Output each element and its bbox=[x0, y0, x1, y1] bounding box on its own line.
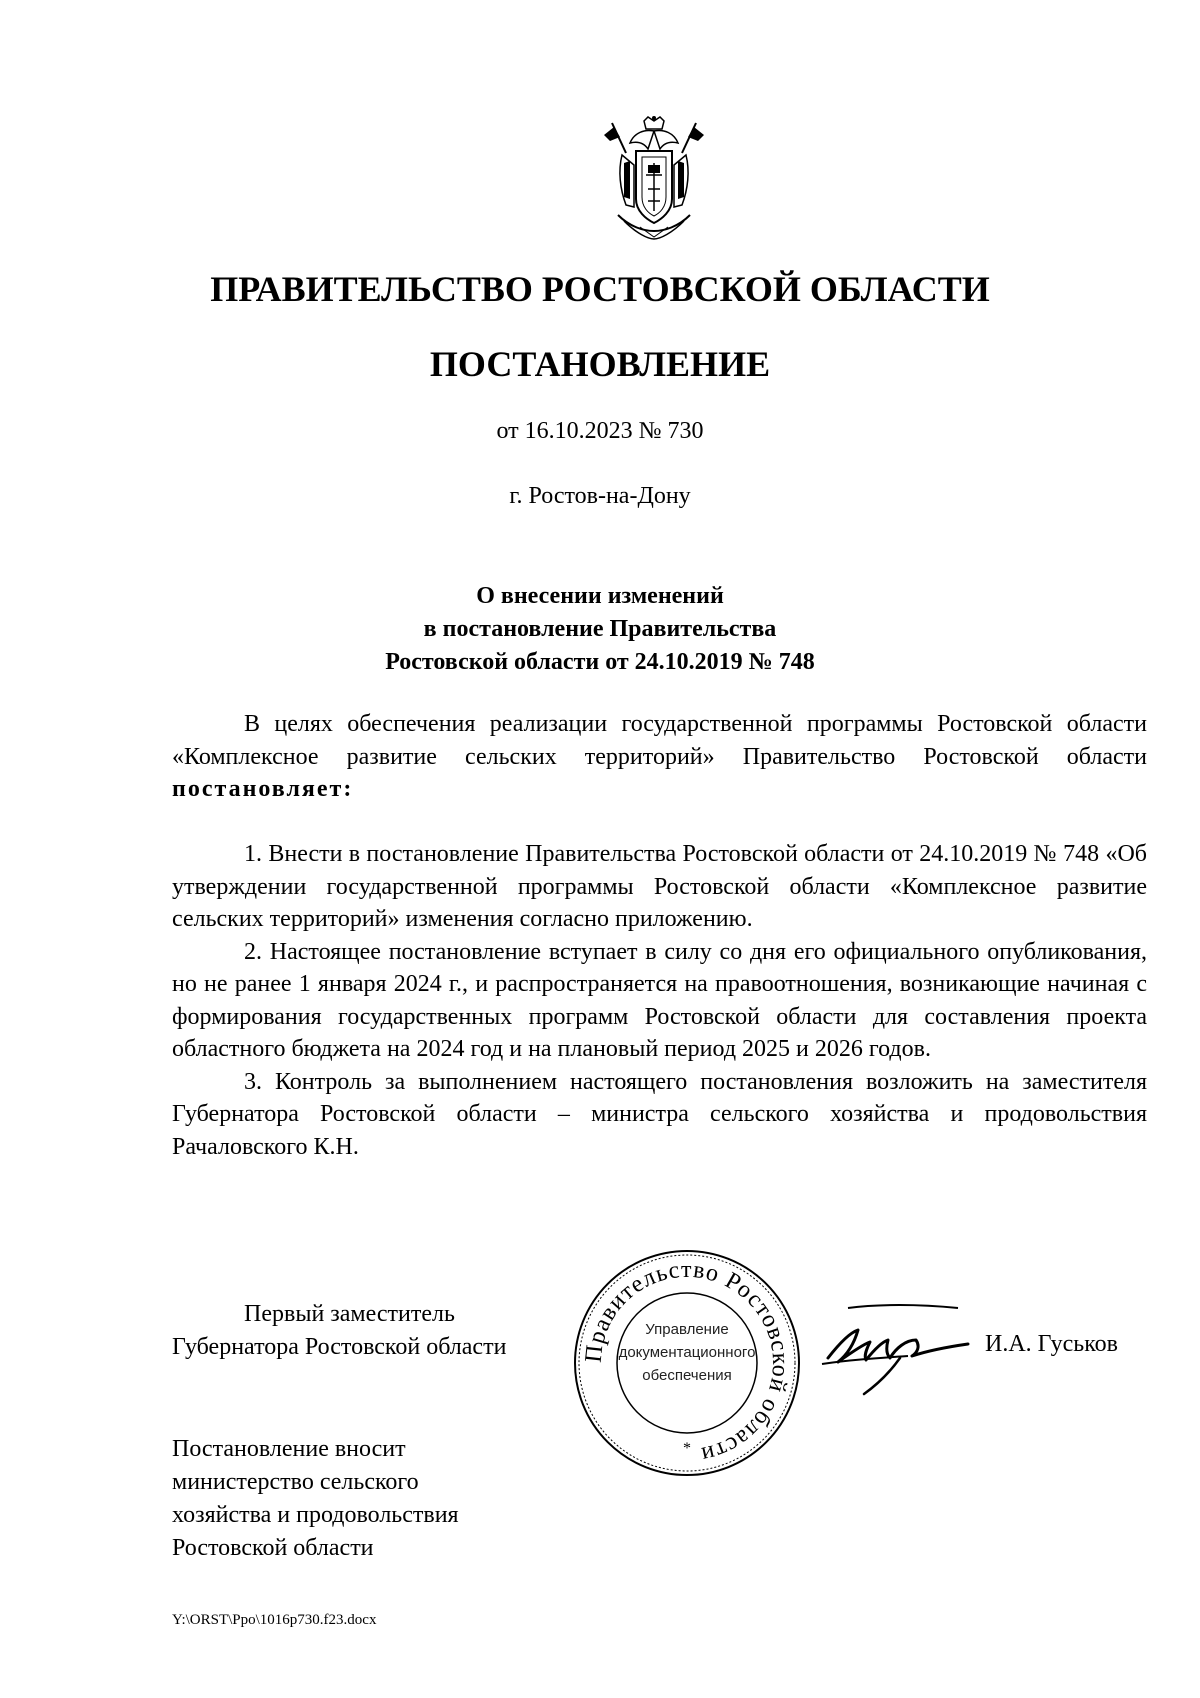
seal-center-line: обеспечения bbox=[642, 1367, 732, 1384]
submitter-line: хозяйства и продовольствия bbox=[172, 1502, 459, 1528]
handwritten-signature bbox=[808, 1300, 978, 1410]
seal-star: * bbox=[683, 1440, 691, 1457]
submitter-line: министерство сельского bbox=[172, 1469, 419, 1495]
preamble-text: В целях обеспечения реализации государственной программы Ростовской области «Комплексное развитие сельских территорий» Правительство Ростовской области bbox=[172, 711, 1147, 770]
signatory-name: И.А. Гуськов bbox=[985, 1331, 1118, 1357]
signatory-title-line: Губернатора Ростовской области bbox=[172, 1334, 507, 1360]
decree-item: 3. Контроль за выполнением настоящего постановления возложить на заместителя Губернатора Ростовской области – министра сельского хозяйства и продовольствия Рачаловского К.Н. bbox=[172, 1068, 1147, 1160]
seal-center-text bbox=[612, 1318, 762, 1387]
submitter-line: Постановление вносит bbox=[172, 1436, 406, 1462]
footer-file-path: Y:\ORST\Ppo\1016p730.f23.docx bbox=[172, 1612, 377, 1628]
subject-line: Ростовской области от 24.10.2019 № 748 bbox=[385, 649, 815, 675]
subject-line: в постановление Правительства bbox=[423, 616, 777, 642]
document-subject bbox=[0, 580, 1200, 679]
seal-center-line: документационного bbox=[618, 1344, 756, 1361]
coat-of-arms-emblem-icon bbox=[600, 115, 708, 243]
submitter-block bbox=[172, 1433, 459, 1565]
decree-items bbox=[172, 838, 1147, 1163]
signatory-title-line: Первый заместитель bbox=[244, 1301, 455, 1327]
subject-line: О внесении изменений bbox=[476, 583, 724, 609]
decree-item: 2. Настоящее постановление вступает в силу со дня его официального опубликования, но не ранее 1 января 2024 г., и распространяется на правоотношения, возникающие начиная с формирования государственных программ Ростовской области для составления проекта областного бюджета на 2024 год и на плановый период 2025 и 2026 годов. bbox=[172, 938, 1147, 1062]
seal-center-line: Управление bbox=[645, 1321, 729, 1338]
signatory-title bbox=[172, 1298, 506, 1364]
submitter-line: Ростовской области bbox=[172, 1535, 374, 1561]
document-date-number: от 16.10.2023 № 730 bbox=[496, 418, 704, 444]
decree-item: 1. Внести в постановление Правительства Ростовской области от 24.10.2019 № 748 «Об утверждении государственной программы Ростовской области «Комплексное развитие сельских территорий» изменения согласно приложению. bbox=[172, 841, 1147, 932]
organization-title: ПРАВИТЕЛЬСТВО РОСТОВСКОЙ ОБЛАСТИ bbox=[210, 269, 990, 309]
document-type-heading: ПОСТАНОВЛЕНИЕ bbox=[429, 344, 771, 384]
document-city: г. Ростов-на-Дону bbox=[509, 483, 691, 509]
preamble-paragraph bbox=[172, 708, 1147, 806]
decree-word: постановляет: bbox=[172, 776, 354, 802]
svg-text:Правительство Ростовской облас: Правительство Ростовской области bbox=[580, 1256, 794, 1468]
